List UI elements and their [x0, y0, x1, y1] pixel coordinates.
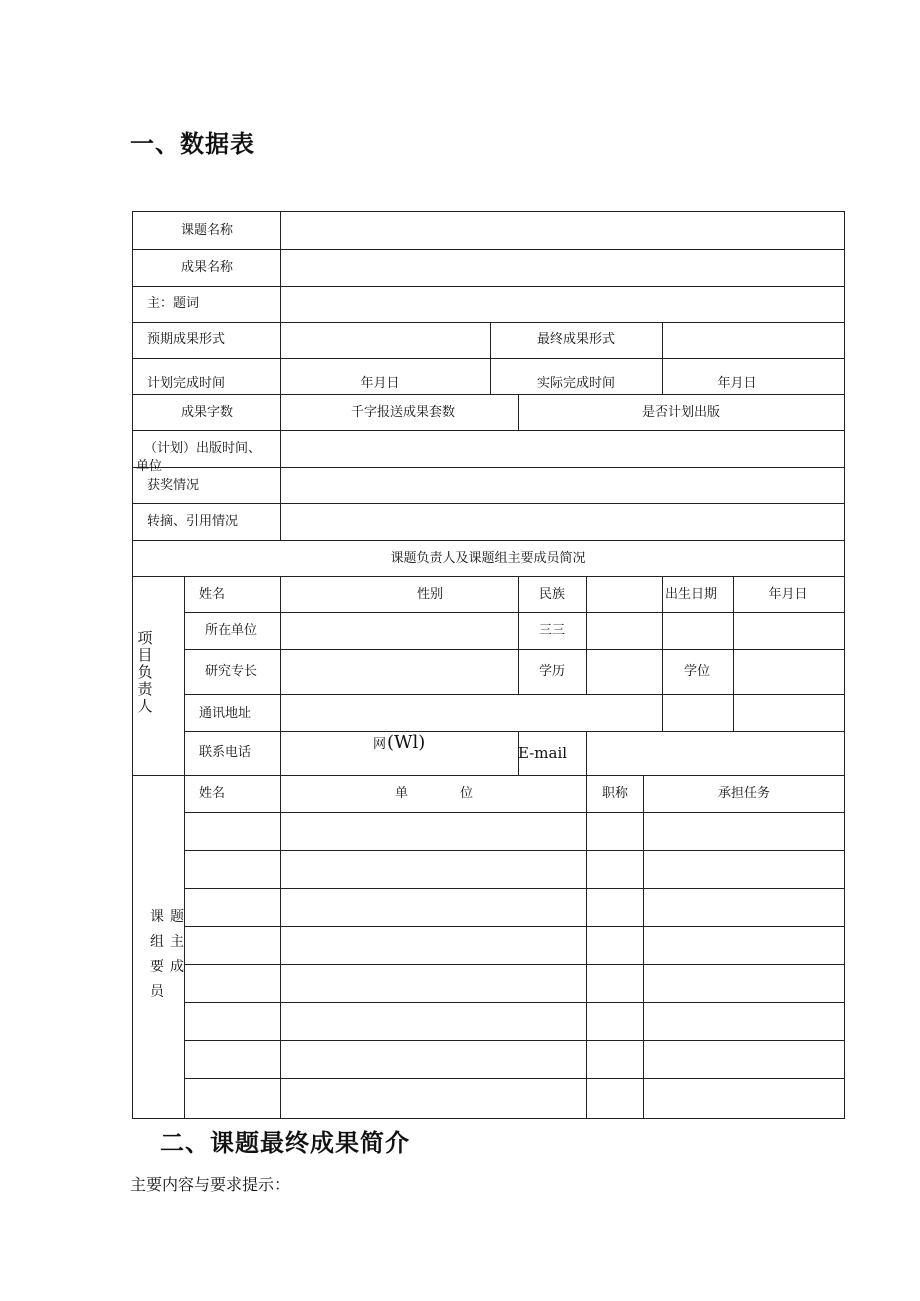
label-birth: 出生日期 — [664, 587, 718, 602]
birth-ymd: 年月日 — [768, 587, 808, 602]
label-actual-time: 实际完成时间 — [536, 376, 616, 391]
label-education: 学历 — [538, 664, 566, 679]
label-address: 通讯地址 — [199, 706, 252, 721]
phone-mark-small: 网 — [373, 737, 387, 752]
label-citations: 转摘、引用情况 — [147, 514, 239, 529]
requirements-note: 主要内容与要求提示： — [130, 1175, 291, 1194]
label-degree: 学位 — [683, 664, 711, 679]
planned-date-ymd: 年月日 — [360, 376, 400, 391]
label-topic-name: 课题名称 — [180, 223, 234, 238]
label-leader-name: 姓名 — [199, 587, 226, 602]
label-expected-form: 预期成果形式 — [147, 332, 226, 347]
label-email: E-mail — [518, 744, 568, 762]
label-unit-1: 单 — [395, 786, 409, 801]
label-publish-plan: 是否计划出版 — [641, 405, 721, 420]
label-planned-time: 计划完成时间 — [147, 376, 226, 391]
label-member-name: 姓名 — [199, 786, 226, 801]
section-heading-1: 一、数据表 — [130, 130, 255, 158]
workplace-mark: 三三 — [538, 623, 566, 638]
label-final-form: 最终成果形式 — [536, 332, 616, 347]
label-result-name: 成果名称 — [180, 260, 234, 275]
leader-group-label: 项 目 负 责 人 — [137, 629, 153, 715]
label-phone: 联系电话 — [199, 745, 252, 760]
section-heading-2: 二、课题最终成果简介 — [160, 1129, 410, 1157]
label-gender: 性别 — [416, 587, 444, 602]
label-publish-unit: 单位 — [136, 459, 163, 474]
label-sets-sent: 千字报送成果套数 — [350, 405, 456, 420]
label-word-count: 成果字数 — [180, 405, 234, 420]
section-members-title: 课题负责人及课题组主要成员简况 — [390, 551, 586, 566]
label-unit-2: 位 — [460, 786, 474, 801]
actual-date-ymd: 年月日 — [717, 376, 757, 391]
label-specialty: 研究专长 — [205, 664, 258, 679]
label-publish-unit-clip — [136, 459, 176, 474]
label-workplace: 所在单位 — [205, 623, 258, 638]
phone-mark-big: (Wl) — [387, 732, 426, 753]
label-member-task: 承担任务 — [717, 786, 771, 801]
label-keywords: 主：题词 — [147, 296, 200, 311]
label-awards: 获奖情况 — [147, 478, 200, 493]
label-member-title: 职称 — [601, 786, 629, 801]
label-ethnicity: 民族 — [538, 587, 566, 602]
label-publish-time: （计划）出版时间、 — [144, 441, 262, 456]
